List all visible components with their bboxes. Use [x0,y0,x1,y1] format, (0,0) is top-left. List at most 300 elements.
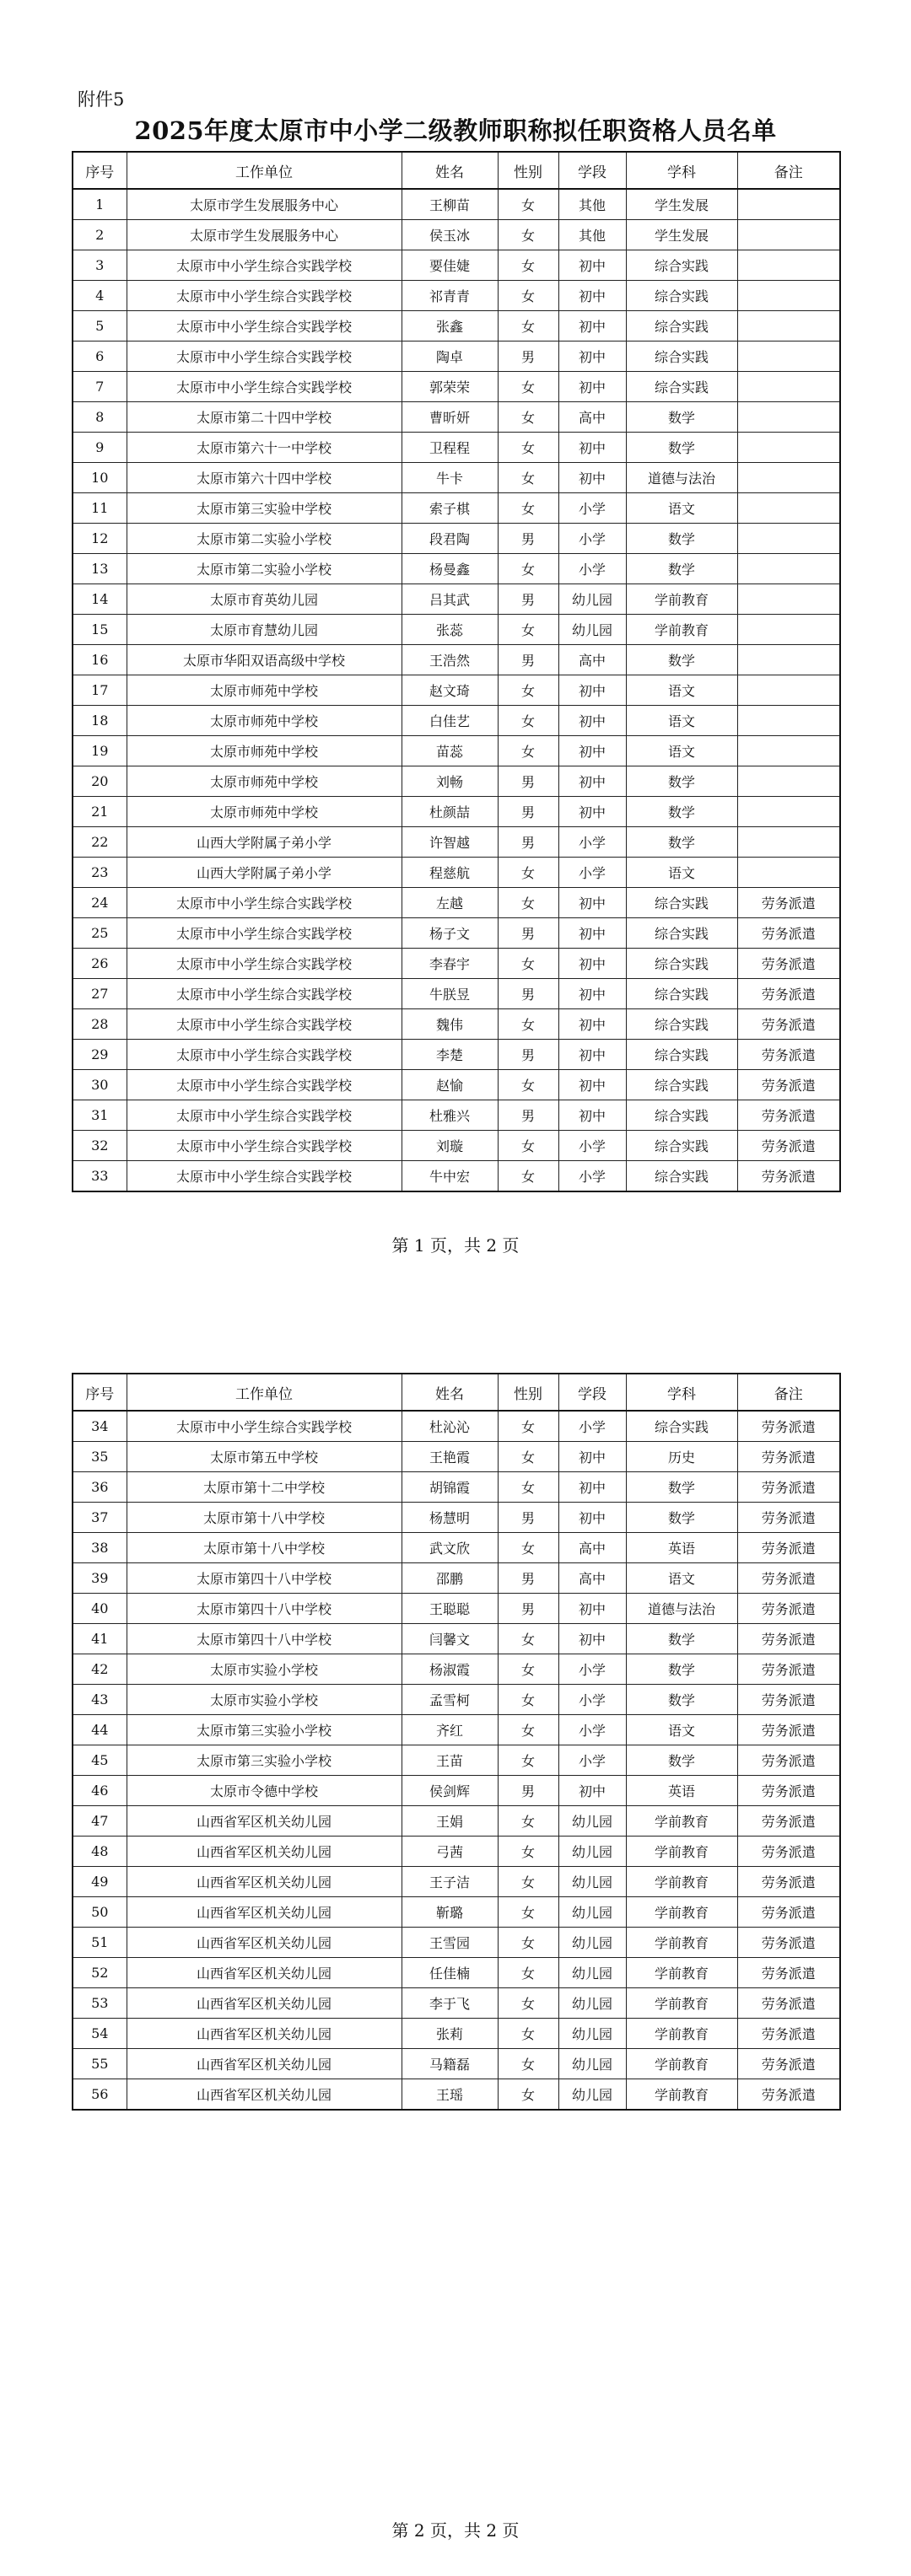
cell-unit: 山西省军区机关幼儿园 [127,2049,402,2079]
cell-gender: 女 [498,736,558,766]
cell-gender: 女 [498,311,558,341]
cell-gender: 女 [498,1806,558,1837]
cell-unit: 山西省军区机关幼儿园 [127,1988,402,2019]
cell-remark: 劳务派遣 [737,1070,840,1100]
cell-subject: 综合实践 [626,1009,737,1040]
cell-gender: 男 [498,645,558,675]
cell-name: 弓茜 [402,1837,498,1867]
cell-stage: 初中 [558,1776,626,1806]
table-row [73,615,840,645]
table-row [73,645,840,675]
cell-stage: 初中 [558,766,626,797]
cell-remark [737,706,840,736]
cell-unit: 山西省军区机关幼儿园 [127,1806,402,1837]
cell-name: 张莉 [402,2019,498,2049]
cell-unit: 太原市学生发展服务中心 [127,189,402,220]
cell-name: 侯剑辉 [402,1776,498,1806]
cell-remark: 劳务派遣 [737,1928,840,1958]
cell-name: 王雪园 [402,1928,498,1958]
cell-stage: 幼儿园 [558,1988,626,2019]
table-row [73,1837,840,1867]
cell-remark [737,189,840,220]
cell-stage: 初中 [558,1070,626,1100]
table-row [73,311,840,341]
cell-subject: 数学 [626,1654,737,1685]
cell-unit: 太原市中小学生综合实践学校 [127,372,402,402]
cell-gender: 女 [498,372,558,402]
cell-index: 8 [73,402,127,433]
cell-stage: 幼儿园 [558,2079,626,2111]
table-header [73,152,840,189]
table-row [73,675,840,706]
cell-remark [737,615,840,645]
cell-subject: 数学 [626,827,737,858]
cell-gender: 女 [498,281,558,311]
col-header-name: 姓名 [402,1374,498,1411]
cell-stage: 初中 [558,888,626,918]
cell-index: 35 [73,1442,127,1472]
cell-gender: 女 [498,1533,558,1563]
cell-name: 邵鹏 [402,1563,498,1594]
cell-index: 41 [73,1624,127,1654]
cell-subject: 语文 [626,493,737,524]
cell-remark: 劳务派遣 [737,1624,840,1654]
cell-name: 王娟 [402,1806,498,1837]
cell-index: 31 [73,1100,127,1131]
cell-remark: 劳务派遣 [737,1806,840,1837]
col-header-index: 序号 [73,152,127,189]
table-row [73,736,840,766]
cell-index: 11 [73,493,127,524]
cell-name: 许智越 [402,827,498,858]
cell-index: 54 [73,2019,127,2049]
cell-name: 任佳楠 [402,1958,498,1988]
cell-gender: 女 [498,402,558,433]
cell-remark [737,858,840,888]
table-row [73,1009,840,1040]
cell-index: 18 [73,706,127,736]
cell-stage: 小学 [558,1715,626,1745]
col-header-gender: 性别 [498,1374,558,1411]
cell-gender: 男 [498,797,558,827]
cell-name: 武文欣 [402,1533,498,1563]
col-header-name: 姓名 [402,152,498,189]
cell-unit: 山西省军区机关幼儿园 [127,1928,402,1958]
cell-gender: 男 [498,1594,558,1624]
cell-stage: 高中 [558,1563,626,1594]
cell-name: 卫程程 [402,433,498,463]
cell-gender: 女 [498,1070,558,1100]
cell-index: 40 [73,1594,127,1624]
cell-stage: 高中 [558,402,626,433]
cell-remark [737,645,840,675]
table-row [73,1503,840,1533]
table-row [73,493,840,524]
col-header-unit: 工作单位 [127,152,402,189]
cell-gender: 女 [498,493,558,524]
cell-remark [737,675,840,706]
cell-gender: 女 [498,1442,558,1472]
cell-gender: 男 [498,524,558,554]
cell-name: 杜沁沁 [402,1411,498,1442]
cell-unit: 太原市中小学生综合实践学校 [127,341,402,372]
cell-unit: 太原市师苑中学校 [127,706,402,736]
table-row [73,1958,840,1988]
cell-stage: 小学 [558,1685,626,1715]
cell-subject: 语文 [626,675,737,706]
cell-stage: 初中 [558,1100,626,1131]
table-row [73,189,840,220]
table-row [73,524,840,554]
cell-stage: 初中 [558,1442,626,1472]
table-row [73,1867,840,1897]
cell-name: 王艳霞 [402,1442,498,1472]
cell-index: 3 [73,250,127,281]
cell-gender: 女 [498,2049,558,2079]
cell-unit: 山西省军区机关幼儿园 [127,1897,402,1928]
cell-remark: 劳务派遣 [737,888,840,918]
cell-subject: 综合实践 [626,1161,737,1192]
cell-unit: 太原市师苑中学校 [127,766,402,797]
cell-index: 15 [73,615,127,645]
cell-index: 36 [73,1472,127,1503]
cell-stage: 小学 [558,1745,626,1776]
cell-stage: 初中 [558,341,626,372]
cell-unit: 太原市第二十四中学校 [127,402,402,433]
cell-name: 程慈航 [402,858,498,888]
col-header-remark: 备注 [737,152,840,189]
cell-index: 51 [73,1928,127,1958]
cell-subject: 综合实践 [626,281,737,311]
table-row [73,1745,840,1776]
cell-unit: 太原市令德中学校 [127,1776,402,1806]
cell-name: 靳璐 [402,1897,498,1928]
cell-name: 王子洁 [402,1867,498,1897]
cell-subject: 学前教育 [626,1988,737,2019]
table-row [73,2019,840,2049]
cell-name: 杨曼鑫 [402,554,498,584]
cell-subject: 数学 [626,797,737,827]
cell-subject: 学前教育 [626,1958,737,1988]
cell-stage: 幼儿园 [558,2019,626,2049]
cell-subject: 学前教育 [626,1897,737,1928]
cell-gender: 女 [498,1867,558,1897]
col-header-subject: 学科 [626,152,737,189]
cell-remark: 劳务派遣 [737,1009,840,1040]
cell-unit: 太原市中小学生综合实践学校 [127,1040,402,1070]
col-header-stage: 学段 [558,1374,626,1411]
cell-subject: 语文 [626,736,737,766]
cell-subject: 综合实践 [626,311,737,341]
cell-index: 16 [73,645,127,675]
cell-subject: 学生发展 [626,220,737,250]
cell-name: 王浩然 [402,645,498,675]
cell-name: 牛中宏 [402,1161,498,1192]
cell-subject: 语文 [626,858,737,888]
cell-name: 左越 [402,888,498,918]
cell-stage: 初中 [558,1503,626,1533]
col-header-index: 序号 [73,1374,127,1411]
cell-stage: 小学 [558,524,626,554]
cell-stage: 其他 [558,189,626,220]
cell-remark [737,220,840,250]
cell-unit: 太原市华阳双语高级中学校 [127,645,402,675]
cell-index: 6 [73,341,127,372]
col-header-unit: 工作单位 [127,1374,402,1411]
cell-name: 杨慧明 [402,1503,498,1533]
cell-remark: 劳务派遣 [737,1040,840,1070]
cell-name: 杨淑霞 [402,1654,498,1685]
cell-subject: 英语 [626,1776,737,1806]
cell-remark: 劳务派遣 [737,918,840,949]
col-header-gender: 性别 [498,152,558,189]
cell-stage: 初中 [558,949,626,979]
cell-subject: 数学 [626,524,737,554]
cell-index: 39 [73,1563,127,1594]
cell-name: 王聪聪 [402,1594,498,1624]
cell-unit: 山西省军区机关幼儿园 [127,1867,402,1897]
cell-remark: 劳务派遣 [737,1867,840,1897]
cell-unit: 太原市中小学生综合实践学校 [127,1411,402,1442]
table-row [73,1100,840,1131]
cell-gender: 女 [498,1745,558,1776]
cell-unit: 太原市育英幼儿园 [127,584,402,615]
cell-remark: 劳务派遣 [737,1897,840,1928]
cell-subject: 道德与法治 [626,463,737,493]
table-row [73,281,840,311]
cell-unit: 山西大学附属子弟小学 [127,827,402,858]
cell-subject: 综合实践 [626,1411,737,1442]
cell-index: 2 [73,220,127,250]
cell-gender: 女 [498,615,558,645]
col-header-remark: 备注 [737,1374,840,1411]
table-row [73,1533,840,1563]
cell-gender: 女 [498,1161,558,1192]
cell-name: 苗蕊 [402,736,498,766]
cell-remark: 劳务派遣 [737,1472,840,1503]
table-row [73,372,840,402]
cell-name: 魏伟 [402,1009,498,1040]
cell-name: 赵愉 [402,1070,498,1100]
cell-gender: 男 [498,827,558,858]
cell-gender: 女 [498,2019,558,2049]
cell-name: 刘畅 [402,766,498,797]
cell-name: 白佳艺 [402,706,498,736]
roster-table-page-1 [72,151,841,1192]
cell-gender: 女 [498,858,558,888]
table-row [73,827,840,858]
cell-subject: 数学 [626,554,737,584]
cell-index: 55 [73,2049,127,2079]
cell-index: 32 [73,1131,127,1161]
cell-subject: 学前教育 [626,2049,737,2079]
table-row [73,858,840,888]
cell-subject: 语文 [626,1563,737,1594]
cell-gender: 男 [498,1040,558,1070]
cell-unit: 太原市第十二中学校 [127,1472,402,1503]
cell-index: 22 [73,827,127,858]
cell-gender: 女 [498,1928,558,1958]
cell-name: 吕其武 [402,584,498,615]
cell-name: 王瑶 [402,2079,498,2111]
cell-remark [737,766,840,797]
cell-stage: 初中 [558,311,626,341]
cell-unit: 太原市师苑中学校 [127,736,402,766]
cell-stage: 初中 [558,433,626,463]
cell-stage: 初中 [558,706,626,736]
cell-subject: 学前教育 [626,584,737,615]
cell-gender: 男 [498,979,558,1009]
cell-remark: 劳务派遣 [737,1100,840,1131]
cell-unit: 太原市中小学生综合实践学校 [127,949,402,979]
cell-stage: 幼儿园 [558,1837,626,1867]
cell-index: 17 [73,675,127,706]
cell-unit: 太原市实验小学校 [127,1685,402,1715]
cell-remark: 劳务派遣 [737,1442,840,1472]
cell-stage: 幼儿园 [558,615,626,645]
cell-gender: 女 [498,1897,558,1928]
cell-gender: 男 [498,918,558,949]
cell-remark [737,372,840,402]
cell-remark: 劳务派遣 [737,2019,840,2049]
cell-unit: 太原市第三实验小学校 [127,1745,402,1776]
cell-index: 13 [73,554,127,584]
cell-subject: 综合实践 [626,1100,737,1131]
table-row [73,1928,840,1958]
cell-name: 杜雅兴 [402,1100,498,1131]
cell-name: 张蕊 [402,615,498,645]
cell-subject: 数学 [626,402,737,433]
cell-name: 郭荣荣 [402,372,498,402]
table-row [73,1654,840,1685]
cell-subject: 数学 [626,1624,737,1654]
cell-subject: 历史 [626,1442,737,1472]
cell-remark [737,736,840,766]
cell-index: 7 [73,372,127,402]
cell-subject: 综合实践 [626,949,737,979]
table-row [73,1806,840,1837]
cell-unit: 太原市实验小学校 [127,1654,402,1685]
cell-index: 12 [73,524,127,554]
cell-remark [737,827,840,858]
cell-unit: 太原市第四十八中学校 [127,1624,402,1654]
cell-name: 王苗 [402,1745,498,1776]
cell-stage: 其他 [558,220,626,250]
cell-unit: 太原市中小学生综合实践学校 [127,1100,402,1131]
cell-subject: 数学 [626,1472,737,1503]
cell-index: 19 [73,736,127,766]
table-row [73,918,840,949]
cell-index: 50 [73,1897,127,1928]
cell-remark [737,250,840,281]
cell-subject: 综合实践 [626,341,737,372]
cell-stage: 初中 [558,1624,626,1654]
table-row [73,979,840,1009]
table-row [73,1070,840,1100]
cell-gender: 女 [498,433,558,463]
cell-name: 牛朕昱 [402,979,498,1009]
cell-unit: 山西省军区机关幼儿园 [127,1958,402,1988]
col-header-subject: 学科 [626,1374,737,1411]
cell-unit: 太原市育慧幼儿园 [127,615,402,645]
table-row [73,1161,840,1192]
cell-stage: 初中 [558,1009,626,1040]
cell-index: 42 [73,1654,127,1685]
cell-index: 27 [73,979,127,1009]
cell-remark: 劳务派遣 [737,1503,840,1533]
cell-stage: 幼儿园 [558,2049,626,2079]
cell-stage: 初中 [558,1472,626,1503]
cell-unit: 太原市中小学生综合实践学校 [127,1070,402,1100]
cell-name: 闫馨文 [402,1624,498,1654]
cell-remark: 劳务派遣 [737,1958,840,1988]
cell-unit: 太原市中小学生综合实践学校 [127,979,402,1009]
cell-unit: 太原市学生发展服务中心 [127,220,402,250]
cell-index: 52 [73,1958,127,1988]
table-row [73,220,840,250]
table-row [73,554,840,584]
cell-stage: 幼儿园 [558,1806,626,1837]
attachment-label: 附件5 [78,89,125,110]
cell-unit: 山西省军区机关幼儿园 [127,2079,402,2111]
cell-gender: 男 [498,1503,558,1533]
cell-stage: 高中 [558,645,626,675]
cell-index: 9 [73,433,127,463]
cell-gender: 女 [498,1411,558,1442]
cell-unit: 太原市师苑中学校 [127,675,402,706]
table-body [73,189,840,1191]
cell-name: 王柳苗 [402,189,498,220]
cell-name: 齐红 [402,1715,498,1745]
cell-stage: 小学 [558,554,626,584]
roster-table-page-2 [72,1373,841,2111]
cell-subject: 学前教育 [626,1928,737,1958]
cell-index: 56 [73,2079,127,2111]
cell-remark [737,524,840,554]
cell-gender: 男 [498,1776,558,1806]
table-row [73,1988,840,2019]
cell-stage: 初中 [558,1594,626,1624]
cell-index: 24 [73,888,127,918]
cell-name: 侯玉冰 [402,220,498,250]
cell-gender: 男 [498,584,558,615]
cell-gender: 男 [498,1100,558,1131]
table-row [73,766,840,797]
cell-stage: 小学 [558,1161,626,1192]
table-row [73,1776,840,1806]
cell-name: 赵文琦 [402,675,498,706]
cell-unit: 山西大学附属子弟小学 [127,858,402,888]
cell-unit: 太原市第四十八中学校 [127,1594,402,1624]
cell-remark [737,797,840,827]
cell-name: 陶卓 [402,341,498,372]
table-row [73,1472,840,1503]
cell-index: 23 [73,858,127,888]
cell-gender: 女 [498,554,558,584]
cell-unit: 山西省军区机关幼儿园 [127,1837,402,1867]
cell-remark: 劳务派遣 [737,2049,840,2079]
cell-gender: 女 [498,189,558,220]
cell-subject: 综合实践 [626,1070,737,1100]
cell-remark: 劳务派遣 [737,1131,840,1161]
cell-subject: 学前教育 [626,1867,737,1897]
cell-index: 38 [73,1533,127,1563]
cell-remark: 劳务派遣 [737,979,840,1009]
cell-gender: 女 [498,1624,558,1654]
cell-index: 4 [73,281,127,311]
cell-unit: 太原市师苑中学校 [127,797,402,827]
cell-name: 祁青青 [402,281,498,311]
